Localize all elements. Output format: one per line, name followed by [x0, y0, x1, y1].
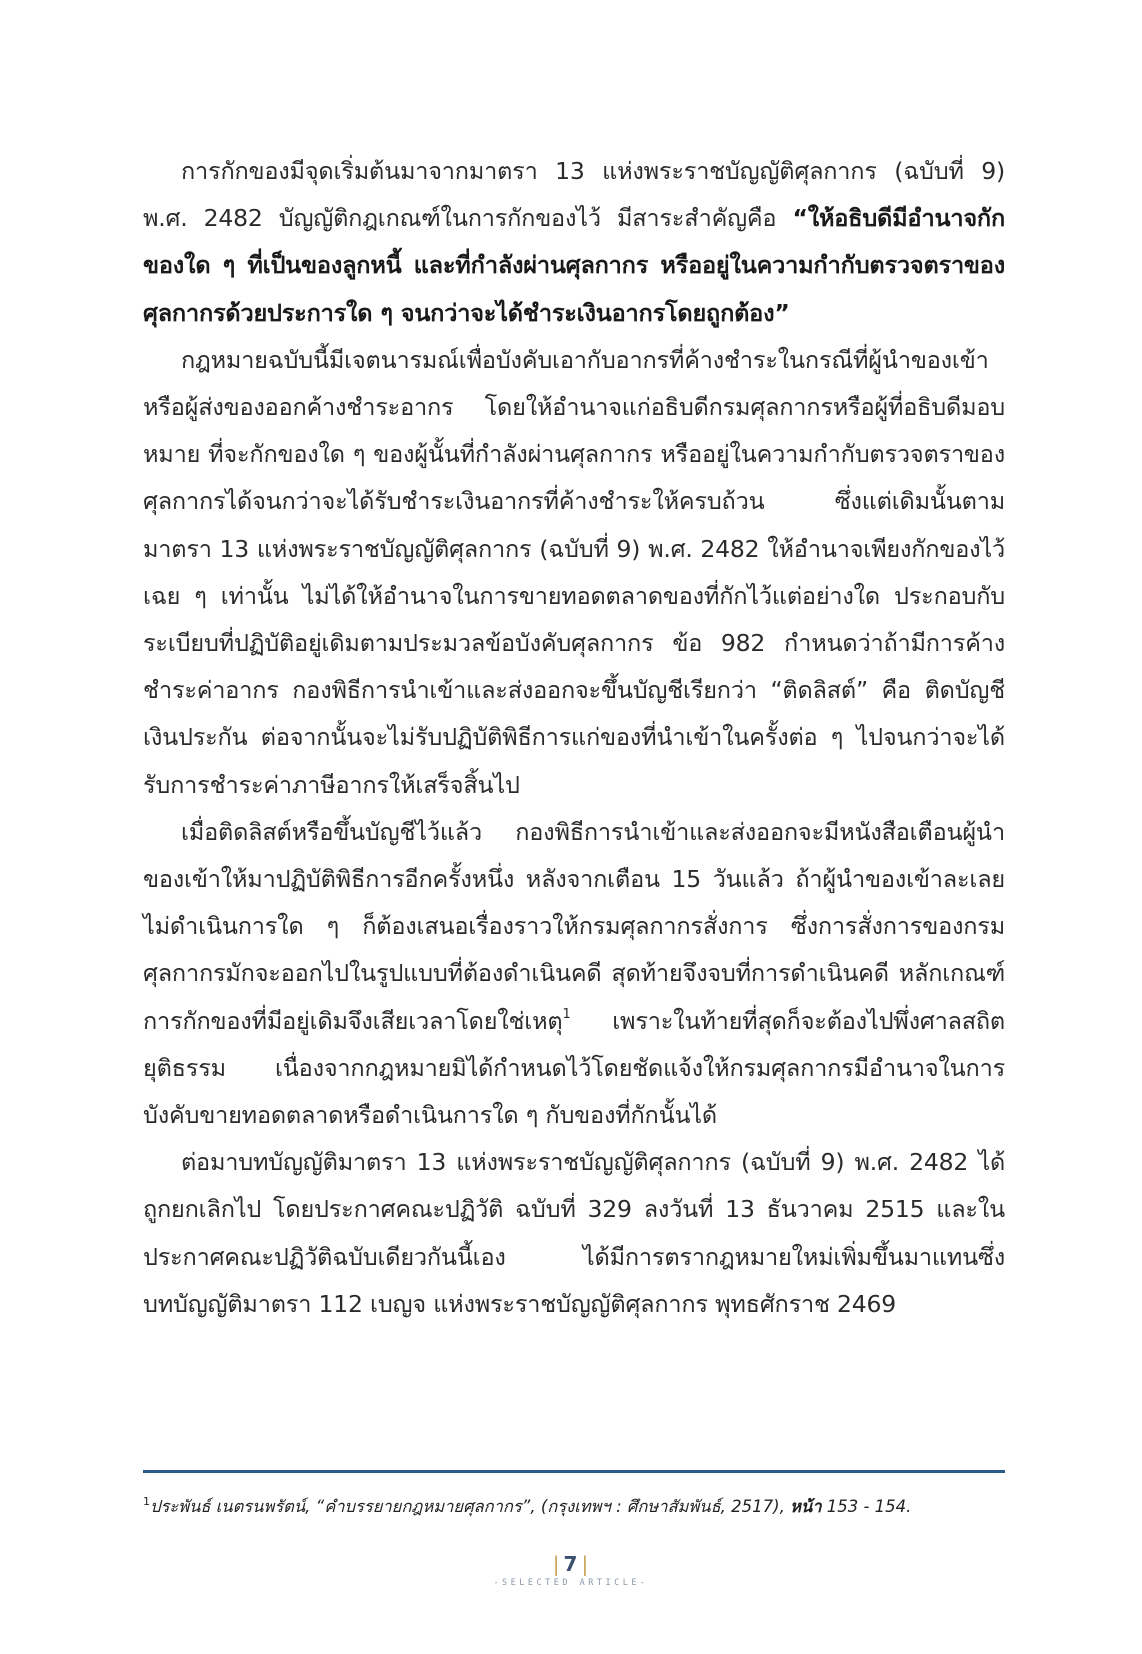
paragraph-1-text: การกักของมีจุดเริ่มต้นมาจากมาตรา 13 แห่งพระราชบัญญัติศุลกากร (ฉบับที่ 9) พ.ศ. 2482 บัญญัติกฎเกณฑ์ในการกักของไว้ มีสาระสำคัญคือ — [143, 157, 1005, 233]
page-number-bar-left: | — [552, 1552, 561, 1576]
footnote-reference[interactable]: 1 — [562, 1006, 571, 1022]
footnote-divider — [143, 1470, 1005, 1473]
footnote-page-label: หน้า — [790, 1497, 822, 1516]
paragraph-1 — [143, 148, 1005, 337]
page-number-value: 7 — [563, 1552, 579, 1576]
footnote-title: “คำบรรยายกฎหมายศุลกากร” — [315, 1497, 531, 1516]
paragraph-4-text: ต่อมาบทบัญญัติมาตรา 13 แห่งพระราชบัญญัติศุลกากร (ฉบับที่ 9) พ.ศ. 2482 ได้ถูกยกเลิกไป โดยประกาศคณะปฏิวัติ ฉบับที่ 329 ลงวันที่ 13 ธันวาคม 2515 และในประกาศคณะปฏิวัติฉบับเดียวกันนี้เอง ได้มีการตรากฎหมายใหม่เพิ่มขึ้นมาแทนซึ่งบทบัญญัติมาตรา 112 เบญจ แห่งพระราชบัญญัติศุลกากร พุทธศักราช 2469 — [143, 1148, 1005, 1318]
page-number — [553, 1552, 589, 1576]
paragraph-3-text-continued: เพราะในท้ายที่สุดก็จะต้องไปพึ่งศาลสถิตยุติธรรม เนื่องจากกฎหมายมิได้กำหนดไว้โดยชัดแจ้งให้กรมศุลกากรมีอำนาจในการบังคับขายทอดตลาดหรือดำเนินการใด ๆ กับของที่กักนั้นได้ — [143, 1006, 1005, 1130]
paragraph-2 — [143, 337, 1005, 809]
section-label: -SELECTED ARTICLE- — [493, 1578, 649, 1588]
article-body — [143, 148, 1005, 1328]
paragraph-4 — [143, 1139, 1005, 1328]
page-footer — [0, 1552, 1142, 1588]
footnote-pages: 153 - 154. — [821, 1497, 912, 1516]
footnote — [143, 1495, 1005, 1519]
paragraph-3 — [143, 809, 1005, 1139]
page-number-bar-right: | — [581, 1552, 590, 1576]
footnote-publication: , (กรุงเทพฯ : ศึกษาสัมพันธ์, 2517), — [530, 1497, 791, 1516]
footnote-author: ประพันธ์ เนตรนพรัตน์, — [150, 1497, 316, 1516]
paragraph-3-text: เมื่อติดลิสต์หรือขึ้นบัญชีไว้แล้ว กองพิธีการนำเข้าและส่งออกจะมีหนังสือเตือนผู้นำของเข้าให้มาปฏิบัติพิธีการอีกครั้งหนึ่ง หลังจากเตือน 15 วันแล้ว ถ้าผู้นำของเข้าละเลยไม่ดำเนินการใด ๆ ก็ต้องเสนอเรื่องราวให้กรมศุลกากรสั่งการ ซึ่งการสั่งการของกรมศุลกากรมักจะออกไปในรูปแบบที่ต้องดำเนินคดี สุดท้ายจึงจบที่การดำเนินคดี หลักเกณฑ์การกักของที่มีอยู่เดิมจึงเสียเวลาโดยใช่เหตุ — [143, 817, 1005, 1035]
paragraph-1-bold-quote: “ให้อธิบดีมีอำนาจกักของใด ๆ ที่เป็นของลูกหนี้ และที่กำลังผ่านศุลกากร หรืออยู่ในความกำกับตรวจตราของศุลกากรด้วยประการใด ๆ จนกว่าจะได้ชำระเงินอากรโดยถูกต้อง” — [143, 204, 1005, 327]
paragraph-2-text: กฎหมายฉบับนี้มีเจตนารมณ์เพื่อบังคับเอากับอากรที่ค้างชำระในกรณีที่ผู้นำของเข้าหรือผู้ส่งของออกค้างชำระอากร โดยให้อำนาจแก่อธิบดีกรมศุลกากรหรือผู้ที่อธิบดีมอบหมาย ที่จะกักของใด ๆ ของผู้นั้นที่กำลังผ่านศุลกากร หรืออยู่ในความกำกับตรวจตราของศุลกากรได้จนกว่าจะได้รับชำระเงินอากรที่ค้างชำระให้ครบถ้วน ซึ่งแต่เดิมนั้นตามมาตรา 13 แห่งพระราชบัญญัติศุลกากร (ฉบับที่ 9) พ.ศ. 2482 ให้อำนาจเพียงกักของไว้เฉย ๆ เท่านั้น ไม่ได้ให้อำนาจในการขายทอดตลาดของที่กักไว้แต่อย่างใด ประกอบกับระเบียบที่ปฏิบัติอยู่เดิมตามประมวลข้อบังคับศุลกากร ข้อ 982 กำหนดว่าถ้ามีการค้างชำระค่าอากร กองพิธีการนำเข้าและส่งออกจะขึ้นบัญชีเรียกว่า “ติดลิสต์” คือ ติดบัญชีเงินประกัน ต่อจากนั้นจะไม่รับปฏิบัติพิธีการแก่ของที่นำเข้าในครั้งต่อ ๆ ไปจนกว่าจะได้รับการชำระค่าภาษีอากรให้เสร็จสิ้นไป — [143, 345, 1005, 799]
footnote-number: 1 — [143, 1495, 150, 1508]
